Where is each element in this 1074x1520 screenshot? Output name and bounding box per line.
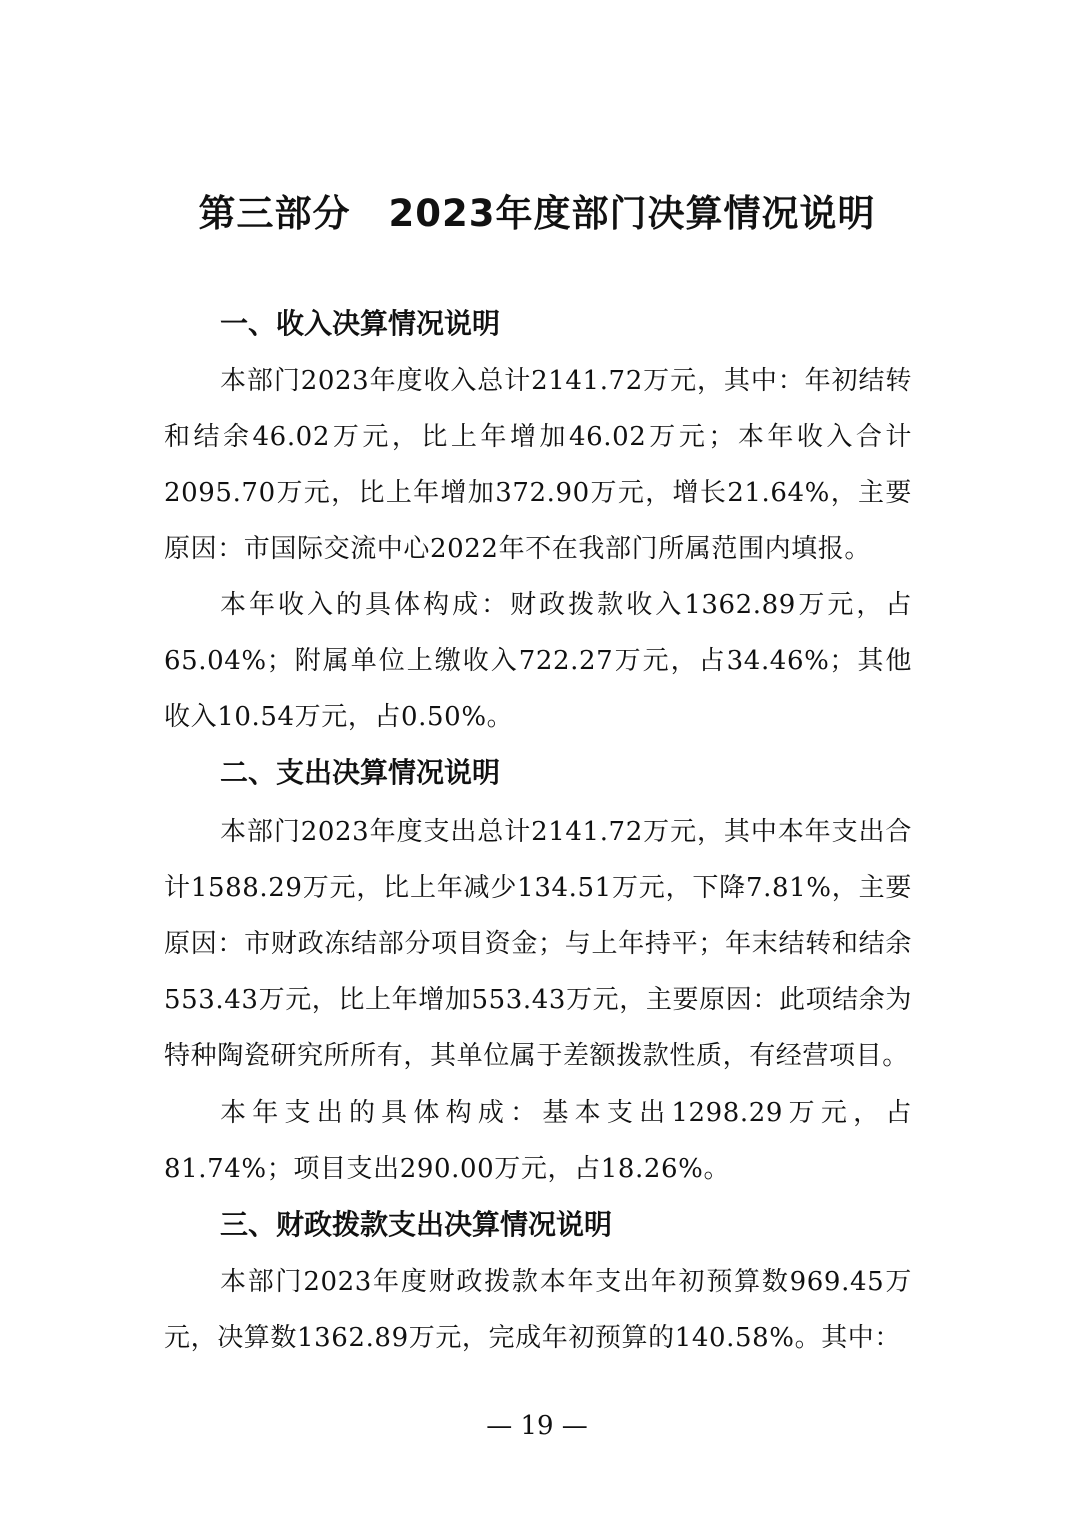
- paragraph-expenditure-summary: 本部门2023年度支出总计2141.72万元，其中本年支出合计1588.29万元，比上年减少134.51万元，下降7.81%，主要原因：市财政冻结部分项目资金；与上年持平；年末结转和结余553.43万元，比上年增加553.43万元，主要原因：此项结余为特种陶瓷研究所所有，其单位属于差额拨款性质，有经营项目。: [164, 817, 912, 1071]
- section-heading-expenditure: 二、支出决算情况说明: [220, 756, 501, 789]
- section-heading-fiscal-appropriation: 三、财政拨款支出决算情况说明: [220, 1208, 613, 1241]
- page-title: 第三部分 2023年度部门决算情况说明: [198, 192, 876, 235]
- paragraph-expenditure-composition: 本年支出的具体构成：基本支出1298.29万元，占81.74%；项目支出290.00万元，占18.26%。: [164, 1098, 912, 1184]
- page-number: — 19 —: [486, 1411, 588, 1441]
- section-heading-income: 一、收入决算情况说明: [220, 307, 501, 340]
- paragraph-fiscal-appropriation: 本部门2023年度财政拨款本年支出年初预算数969.45万元，决算数1362.89万元，完成年初预算的140.58%。其中：: [164, 1267, 912, 1353]
- paragraph-income-composition: 本年收入的具体构成：财政拨款收入1362.89万元，占65.04%；附属单位上缴收入722.27万元，占34.46%；其他收入10.54万元，占0.50%。: [164, 590, 912, 732]
- paragraph-income-summary: 本部门2023年度收入总计2141.72万元，其中：年初结转和结余46.02万元，比上年增加46.02万元；本年收入合计2095.70万元，比上年增加372.90万元，增长21.64%，主要原因：市国际交流中心2022年不在我部门所属范围内填报。: [164, 366, 912, 564]
